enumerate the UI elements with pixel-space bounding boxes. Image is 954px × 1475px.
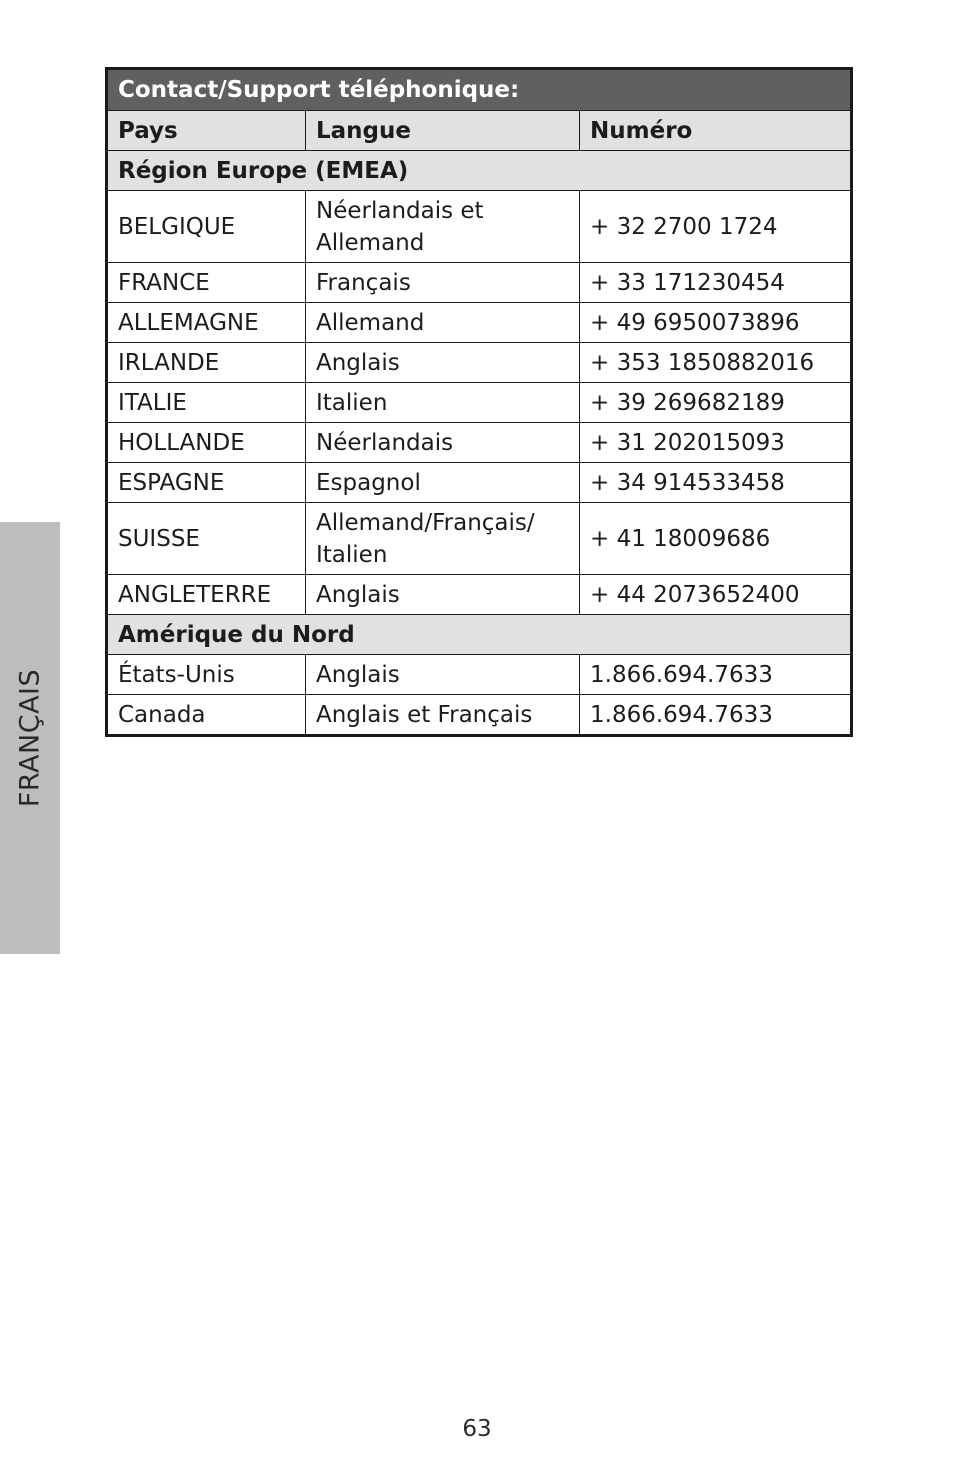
- table-row: [107, 383, 852, 423]
- country-cell: IRLANDE: [107, 343, 306, 383]
- country-cell: FRANCE: [107, 263, 306, 303]
- number-cell: + 44 2073652400: [580, 575, 852, 615]
- header-number: Numéro: [580, 111, 852, 151]
- header-language: Langue: [306, 111, 580, 151]
- table-row: [107, 303, 852, 343]
- language-cell: Anglais: [306, 655, 580, 695]
- table-title: Contact/Support téléphonique:: [107, 69, 852, 111]
- language-cell: Italien: [306, 383, 580, 423]
- table-row: [107, 463, 852, 503]
- table-row: [107, 343, 852, 383]
- language-cell: Néerlandais et Allemand: [306, 191, 580, 263]
- header-country: Pays: [107, 111, 306, 151]
- number-cell: + 31 202015093: [580, 423, 852, 463]
- contact-support-table: [105, 67, 853, 737]
- side-tab-label: FRANÇAIS: [14, 668, 46, 808]
- country-cell: ITALIE: [107, 383, 306, 423]
- table-row: [107, 191, 852, 263]
- country-cell: ALLEMAGNE: [107, 303, 306, 343]
- language-cell: Allemand: [306, 303, 580, 343]
- language-cell: Anglais: [306, 343, 580, 383]
- number-cell: + 41 18009686: [580, 503, 852, 575]
- language-cell: Allemand/Français/ Italien: [306, 503, 580, 575]
- country-cell: Canada: [107, 695, 306, 736]
- number-cell: + 33 171230454: [580, 263, 852, 303]
- table-row: [107, 503, 852, 575]
- number-cell: + 49 6950073896: [580, 303, 852, 343]
- table-row: [107, 655, 852, 695]
- region-name: Région Europe (EMEA): [107, 151, 852, 191]
- language-cell: Anglais et Français: [306, 695, 580, 736]
- number-cell: 1.866.694.7633: [580, 695, 852, 736]
- number-cell: + 34 914533458: [580, 463, 852, 503]
- table-row: [107, 263, 852, 303]
- table-row: [107, 695, 852, 736]
- table-row: [107, 423, 852, 463]
- number-cell: 1.866.694.7633: [580, 655, 852, 695]
- country-cell: SUISSE: [107, 503, 306, 575]
- table-title-row: [107, 69, 852, 111]
- table-row: [107, 575, 852, 615]
- country-cell: ESPAGNE: [107, 463, 306, 503]
- number-cell: + 353 1850882016: [580, 343, 852, 383]
- country-cell: États-Unis: [107, 655, 306, 695]
- language-cell: Français: [306, 263, 580, 303]
- language-cell: Anglais: [306, 575, 580, 615]
- number-cell: + 32 2700 1724: [580, 191, 852, 263]
- region-name: Amérique du Nord: [107, 615, 852, 655]
- country-cell: HOLLANDE: [107, 423, 306, 463]
- country-cell: BELGIQUE: [107, 191, 306, 263]
- table-header-row: [107, 111, 852, 151]
- language-cell: Espagnol: [306, 463, 580, 503]
- region-row: [107, 615, 852, 655]
- region-row: [107, 151, 852, 191]
- page-number: 63: [462, 1416, 492, 1442]
- number-cell: + 39 269682189: [580, 383, 852, 423]
- language-cell: Néerlandais: [306, 423, 580, 463]
- country-cell: ANGLETERRE: [107, 575, 306, 615]
